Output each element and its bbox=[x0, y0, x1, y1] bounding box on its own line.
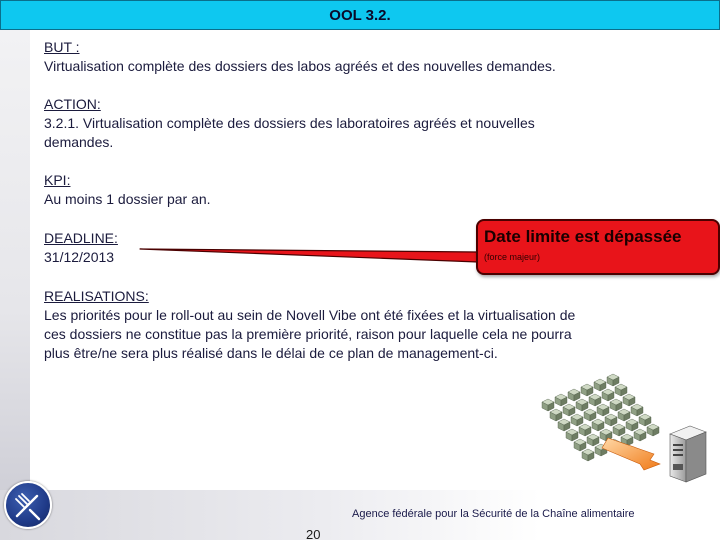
network-node-icon bbox=[582, 449, 594, 461]
network-node-icon bbox=[613, 424, 625, 436]
network-node-icon bbox=[542, 399, 554, 411]
network-node-icon bbox=[594, 379, 606, 391]
action-text-line-2: demandes. bbox=[44, 134, 114, 150]
callout-subtitle: (force majeur) bbox=[484, 252, 541, 262]
network-node-icon bbox=[639, 414, 651, 426]
network-node-icon bbox=[605, 414, 617, 426]
network-node-icon bbox=[618, 409, 630, 421]
network-node-icon bbox=[587, 434, 599, 446]
network-node-icon bbox=[623, 394, 635, 406]
network-node-icon bbox=[558, 419, 570, 431]
network-nodes bbox=[542, 374, 659, 461]
network-node-icon bbox=[571, 414, 583, 426]
kpi-label: KPI: bbox=[44, 172, 71, 188]
slide-title: OOL 3.2. bbox=[329, 6, 391, 24]
realisations-section bbox=[44, 287, 575, 363]
network-node-icon bbox=[631, 404, 643, 416]
but-text: Virtualisation complète des dossiers des labos agréés et des nouvelles demandes. bbox=[44, 58, 556, 74]
network-node-icon bbox=[568, 389, 580, 401]
network-node-icon bbox=[610, 399, 622, 411]
deadline-label: DEADLINE: bbox=[44, 230, 118, 246]
realisations-line-2: ces dossiers ne constitue pas la première priorité, raison pour laquelle cela ne pourra bbox=[44, 326, 572, 342]
server-network-virtualisation-icon bbox=[532, 372, 716, 490]
network-node-icon bbox=[597, 404, 609, 416]
realisations-line-1: Les priorités pour le roll-out au sein de Novell Vibe ont été fixées et la virtualisation de bbox=[44, 307, 576, 323]
network-node-icon bbox=[566, 429, 578, 441]
action-label: ACTION: bbox=[44, 96, 101, 112]
but-label: BUT : bbox=[44, 39, 80, 55]
agency-name: Agence fédérale pour la Sécurité de la Chaîne alimentaire bbox=[352, 508, 635, 520]
network-node-icon bbox=[589, 394, 601, 406]
network-node-icon bbox=[550, 409, 562, 421]
network-node-icon bbox=[574, 439, 586, 451]
deadline-exceeded-callout bbox=[476, 219, 720, 275]
network-node-icon bbox=[555, 394, 567, 406]
network-node-icon bbox=[592, 419, 604, 431]
realisations-line-3: plus être/ne sera plus réalisé dans le délai de ce plan de management-ci. bbox=[44, 345, 498, 361]
deadline-date: 31/12/2013 bbox=[44, 249, 115, 265]
server-icon bbox=[670, 426, 706, 482]
page-number: 20 bbox=[306, 527, 321, 542]
callout-title: Date limite est dépassée bbox=[484, 227, 682, 246]
network-node-icon bbox=[576, 399, 588, 411]
network-node-icon bbox=[607, 374, 619, 386]
network-node-icon bbox=[579, 424, 591, 436]
network-node-icon bbox=[563, 404, 575, 416]
network-node-icon bbox=[584, 409, 596, 421]
network-node-icon bbox=[626, 419, 638, 431]
realisations-label: REALISATIONS: bbox=[44, 288, 149, 304]
network-node-icon bbox=[634, 429, 646, 441]
kpi-text: Au moins 1 dossier par an. bbox=[44, 191, 211, 207]
afsca-fork-logo-icon bbox=[4, 481, 52, 529]
action-text-line-1: 3.2.1. Virtualisation complète des dossiers des laboratoires agréés et nouvelles bbox=[44, 115, 535, 131]
network-node-icon bbox=[602, 389, 614, 401]
network-node-icon bbox=[615, 384, 627, 396]
network-node-icon bbox=[647, 424, 659, 436]
network-node-icon bbox=[581, 384, 593, 396]
